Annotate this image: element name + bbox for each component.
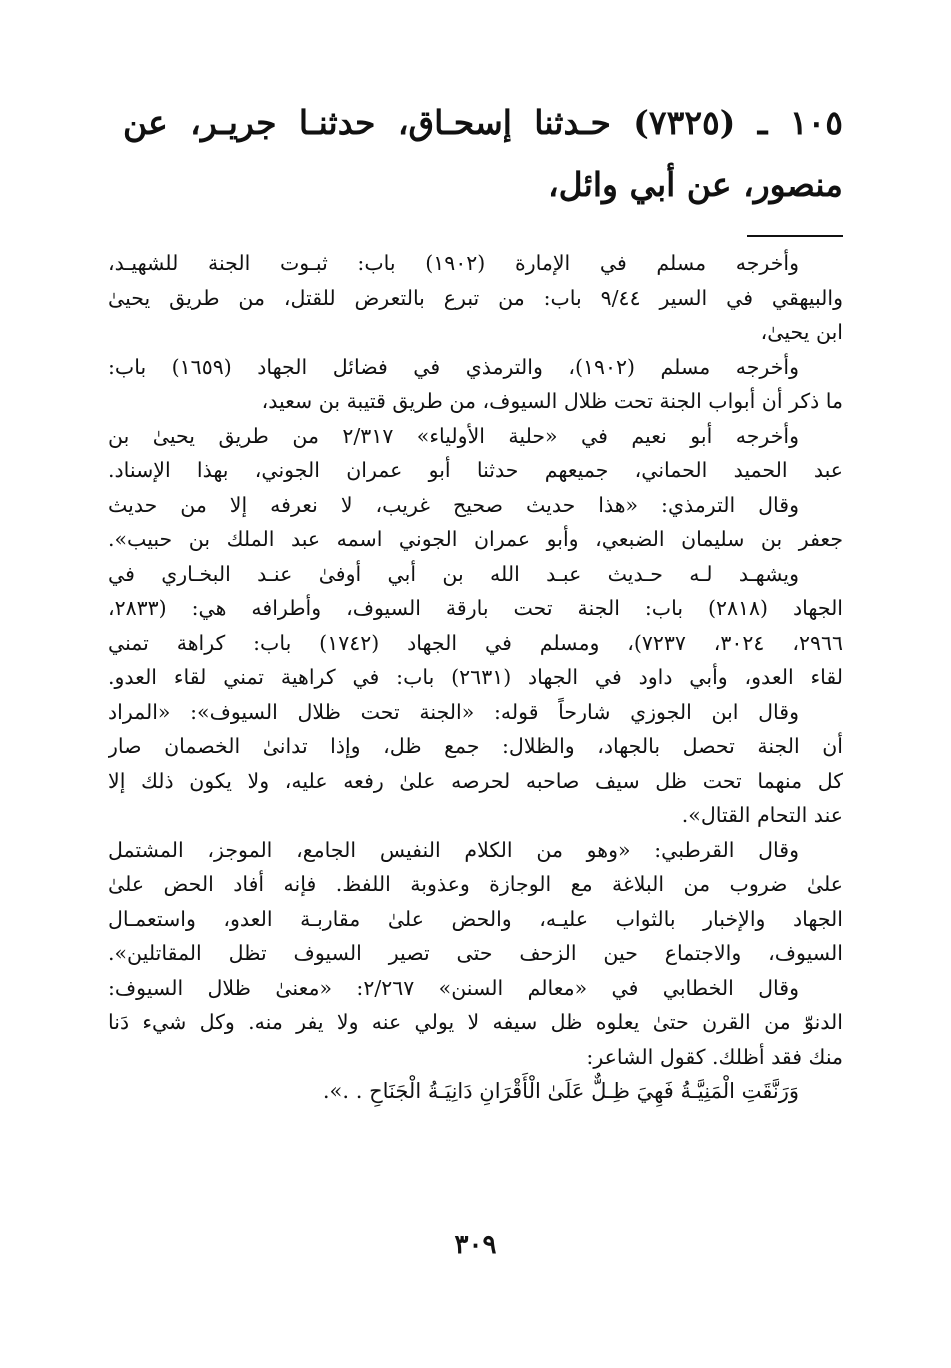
footnote-line: الجهاد (٢٨١٨) باب: الجنة تحت بارقة السيوف، وأطرافه هي: (٢٨٣٣، xyxy=(108,596,843,620)
footnote-paragraph xyxy=(108,971,843,1109)
footnotes xyxy=(108,246,843,1109)
footnote-line: أن الجنة تحصل بالجهاد، والظلال: جمع ظل، وإذا تدانىٰ الخصمان صار xyxy=(108,734,843,758)
hadith-line: منصور، عن أبي وائل، xyxy=(548,165,843,204)
footnote-line: ما ذكر أن أبواب الجنة تحت ظلال السيوف، من طريق قتيبة بن سعيد، xyxy=(261,389,843,413)
footnote-line: وأخرجه مسلم (١٩٠٢)، والترمذي في فضائل الجهاد (١٦٥٩) باب: xyxy=(108,354,799,379)
footnote-line: كل منهما تحت ظل سيف صاحبه لحرصه علىٰ رفعه عليه، ولا يكون ذلك إلا xyxy=(108,768,843,793)
footnote-line: الجهاد والإخبار بالثواب عليـه، والحض علىٰ مقاربـة العدو، واستعمـال xyxy=(108,906,843,931)
footnote-paragraph xyxy=(108,350,843,419)
footnote-line: جعفر بن سليمان الضبعي، وأبو عمران الجوني اسمه عبد الملك بن حبيب». xyxy=(108,527,843,551)
footnote-paragraph xyxy=(108,557,843,695)
footnote-line: السيوف، والاجتماع حين الزحف حتى تصير السيوف تظل المقاتلين». xyxy=(108,941,843,965)
footnote-line: ويشهـد لـه حـديث عبـد الله بن أبي أوفىٰ عنـد البخـاري في xyxy=(108,561,799,586)
footnote-line: وقال الترمذي: «هذا حديث صحيح غريب، لا نعرفه إلا من حديث xyxy=(108,492,799,517)
footnote-line: وقال القرطبي: «وهو من الكلام النفيس الجامع، الموجز، المشتمل xyxy=(108,837,799,862)
footnote-line: ابن يحيىٰ، xyxy=(760,320,843,344)
footnote-line: وقال الخطابي في «معالم السنن» ٢/٢٦٧: «معنىٰ ظلال السيوف: xyxy=(108,975,800,1000)
poetry-verse: وَرَنَّقَتِ الْمَنِيَّـةُ فَهِيَ ظِـلٌّ عَلَىٰ الْأَقْرَانِ دَانِيَـةُ الْجَنَاحِ . .». xyxy=(322,1079,799,1103)
hadith-line: ١٠٥ ـ (٧٣٢٥) حـدثنا إسحـاق، حدثنـا جريـر، عن xyxy=(123,103,843,142)
footnote-paragraph xyxy=(108,419,843,488)
footnote-line: والبيهقي في السير ٩/٤٤ باب: من تبرع بالتعرض للقتل، من طريق يحيىٰ xyxy=(108,285,843,310)
footnote-paragraph xyxy=(108,246,843,350)
footnote-line: لقاء العدو، وأبي داود في الجهاد (٢٦٣١) باب: في كراهية تمني لقاء العدو. xyxy=(108,665,843,689)
footnote-line: وأخرجه أبو نعيم في «حلية الأولياء» ٢/٣١٧ من طريق يحيىٰ بن xyxy=(108,423,799,448)
footnote-line: عند التحام القتال». xyxy=(681,803,843,827)
footnote-line: وأخرجه مسلم في الإمارة (١٩٠٢) باب: ثبـوت الجنة للشهيـد، xyxy=(108,251,799,275)
footnote-line: عبد الحميد الحماني، جميعهم حدثنا أبو عمران الجوني، بهذا الإسناد. xyxy=(108,458,843,482)
footnote-line: منك فقد أظلك. كقول الشاعر: xyxy=(586,1044,843,1069)
footnote-line: الدنوّ من القرن حتىٰ يعلوه ظل سيفه لا يولي عنه ولا يفر منه. وكل شيء دَنا xyxy=(108,1010,843,1034)
footnote-line: وقال ابن الجوزي شارحاً قوله: «الجنة تحت ظلال السيوف»: «المراد xyxy=(108,699,799,724)
footnote-separator xyxy=(747,235,843,237)
hadith-text xyxy=(123,92,843,216)
footnote-paragraph xyxy=(108,695,843,833)
page-number: ٣٠٩ xyxy=(454,1230,497,1260)
footnote-line: علىٰ ضروب من البلاغة مع الوجازة وعذوبة اللفظ. فإنه أفاد الحض علىٰ xyxy=(108,872,843,896)
footnote-paragraph xyxy=(108,488,843,557)
footnote-line: ٢٩٦٦، ٣٠٢٤، ٧٢٣٧)، ومسلم في الجهاد (١٧٤٢) باب: كراهة تمني xyxy=(108,630,843,655)
footnote-paragraph xyxy=(108,833,843,971)
